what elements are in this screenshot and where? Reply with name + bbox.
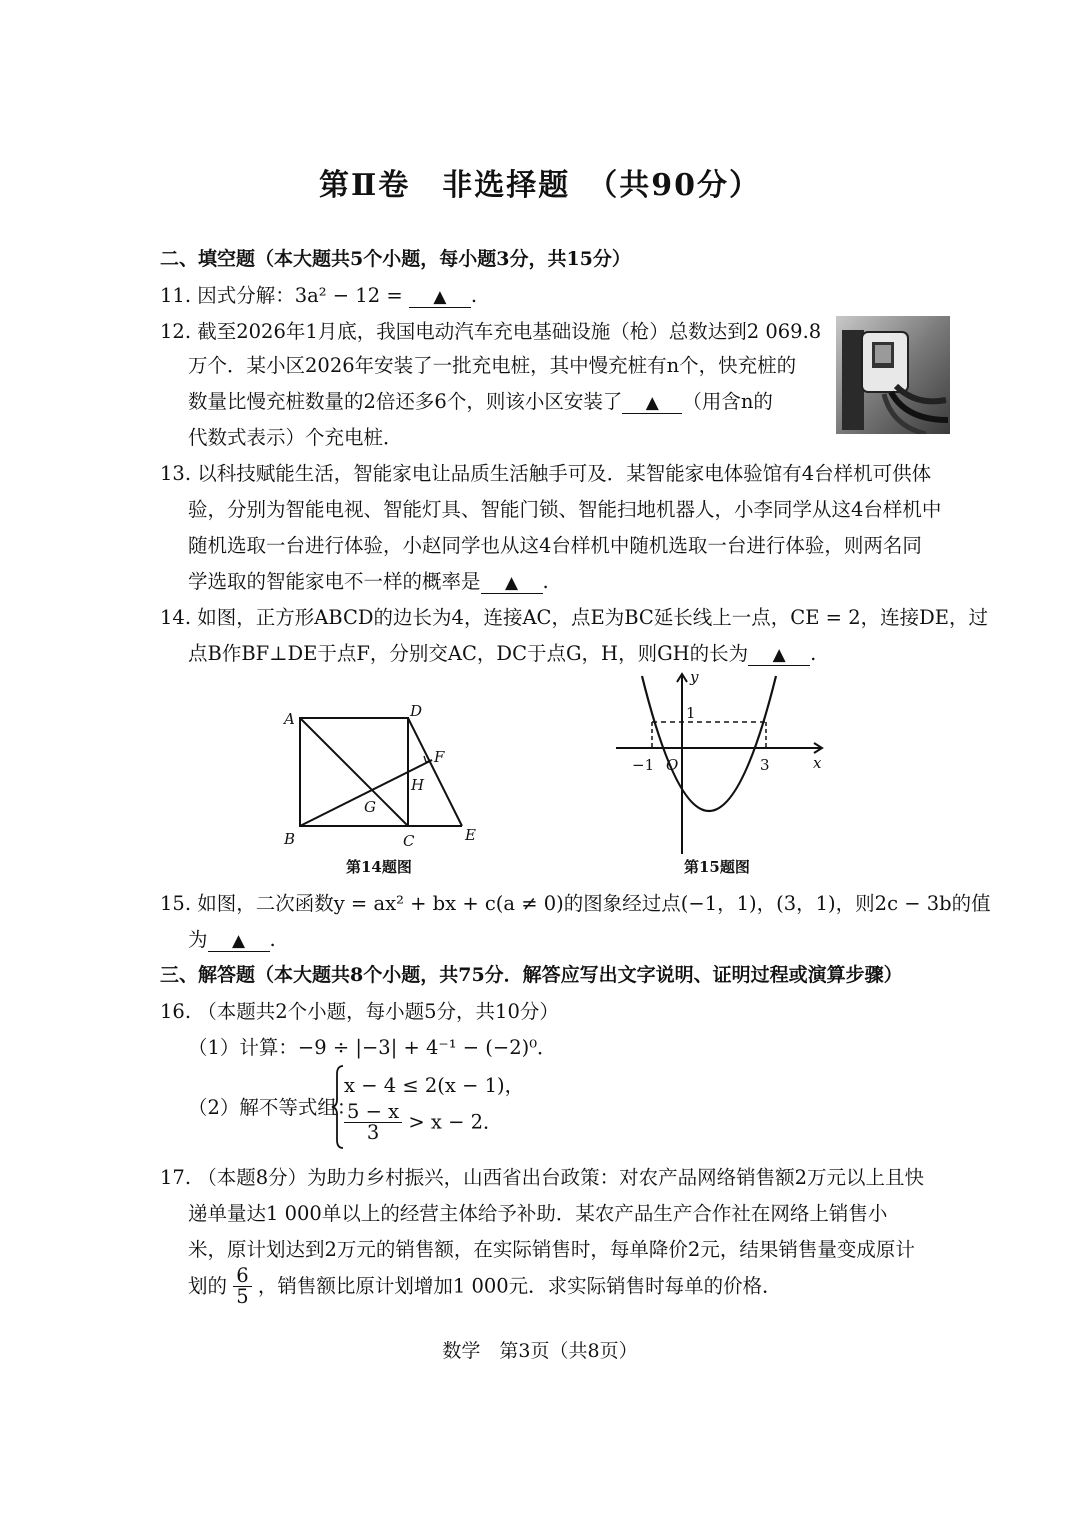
question-11: 11. 因式分解：3a² − 12 = ▲ . <box>160 284 478 307</box>
label-y: y <box>690 668 699 686</box>
question-text: 因式分解：3a² − 12 = <box>197 284 403 307</box>
figure-15-caption: 第15题图 <box>684 858 750 876</box>
triangle-icon: ▲ <box>433 287 447 307</box>
question-17-line-1 <box>160 1162 924 1190</box>
label-neg1: −1 <box>632 756 655 774</box>
answer-blank <box>748 643 810 666</box>
question-13-line-1 <box>160 458 931 486</box>
triangle-icon: ▲ <box>231 931 246 951</box>
page-footer: 数学 第3页（共8页） <box>442 1340 638 1362</box>
figure-14-caption: 第14题图 <box>346 858 412 876</box>
question-13-line-3: 随机选取一台进行体验，小赵同学也从这4台样机中随机选取一台进行体验，则两名同 <box>188 534 922 557</box>
label-h: H <box>411 776 425 794</box>
question-text: 如图，正方形ABCD的边长为4，连接AC，点E为BC延长线上一点，CE = 2，连接DE，过 <box>197 606 988 629</box>
question-number: 16. <box>160 1000 192 1023</box>
question-text: （本题8分）为助力乡村振兴，山西省出台政策：对农产品网络销售额2万元以上且快 <box>197 1166 925 1189</box>
question-text: 数量比慢充桩数量的2倍还多6个，则该小区安装了 <box>188 390 623 413</box>
question-12-line-1 <box>160 316 821 344</box>
question-13-line-2: 验，分别为智能电视、智能灯具、智能门锁、智能扫地机器人，小李同学从这4台样机中 <box>188 498 942 521</box>
answer-blank <box>481 571 543 594</box>
label-one: 1 <box>686 704 696 722</box>
fraction-denominator: 3 <box>366 1121 380 1145</box>
figure-15-parabola-graph <box>610 666 832 856</box>
left-brace-icon <box>331 1064 345 1150</box>
triangle-icon: ▲ <box>504 573 519 593</box>
question-number: 17. <box>160 1166 192 1189</box>
inequality-1: x − 4 ≤ 2(x − 1)， <box>344 1074 525 1097</box>
figure-14-square-diagram <box>276 700 486 860</box>
question-16-header <box>160 996 559 1024</box>
triangle-icon: ▲ <box>645 393 659 413</box>
label-b: B <box>284 830 296 848</box>
label-a: A <box>284 710 295 728</box>
question-14-line-2: 点B作BF⊥DE于点F，分别交AC，DC于点G，H，则GH的长为 ▲ . <box>188 642 817 665</box>
question-15-line-1 <box>160 888 991 916</box>
question-text: ，销售额比原计划增加1 000元．求实际销售时每单的价格． <box>257 1274 782 1298</box>
section-fill-in-header: 二、填空题（本大题共5个小题，每小题3分，共15分） <box>160 248 631 270</box>
inequality-2 <box>344 1102 503 1144</box>
fraction-numerator: 5 − x <box>344 1102 402 1123</box>
question-12-line-3 <box>188 386 773 414</box>
label-three: 3 <box>760 756 770 774</box>
label-c: C <box>403 832 415 850</box>
label-g: G <box>364 798 376 816</box>
question-text: 如图，二次函数y = ax² + bx + c(a ≠ 0)的图象经过点(−1，1)，(3，1)，则2c − 3b的值 <box>197 892 991 915</box>
question-text: 为 <box>188 928 208 951</box>
answer-blank <box>409 285 471 308</box>
fraction-denominator: 5 <box>236 1285 249 1309</box>
question-16-part-1: （1）计算：−9 ÷ |−3| + 4⁻¹ − (−2)⁰． <box>188 1036 557 1059</box>
answer-blank <box>622 391 682 414</box>
fraction-six-fifths <box>233 1266 251 1308</box>
question-number: 11. <box>160 284 192 307</box>
fraction <box>344 1102 402 1144</box>
question-text: （用含n的 <box>682 390 773 413</box>
question-number: 14. <box>160 606 192 629</box>
question-12-line-4: 代数式表示）个充电桩． <box>188 426 403 449</box>
question-text: 以科技赋能生活，智能家电让品质生活触手可及．某智能家电体验馆有4台样机可供体 <box>197 462 932 485</box>
label-x: x <box>813 754 822 772</box>
question-text: 学选取的智能家电不一样的概率是 <box>188 570 481 593</box>
segment-de <box>408 718 462 826</box>
section-solve-header: 三、解答题（本大题共8个小题，共75分．解答应写出文字说明、证明过程或演算步骤） <box>160 964 903 986</box>
charging-pile-photo <box>836 316 950 434</box>
question-17-line-3: 米，原计划达到2万元的销售额，在实际销售时，每单降价2元，结果销售量变成原计 <box>188 1238 915 1261</box>
diagonal-ac <box>300 718 408 826</box>
question-13-line-4: 学选取的智能家电不一样的概率是 ▲ . <box>188 570 549 593</box>
page-title: 第Ⅱ卷 非选择题 （共90分） <box>318 168 762 203</box>
parabola-curve <box>642 676 776 811</box>
fraction-numerator: 6 <box>233 1266 251 1287</box>
question-12-line-2: 万个．某小区2026年安装了一批充电桩，其中慢充桩有n个，快充桩的 <box>188 354 797 377</box>
question-text: 截至2026年1月底，我国电动汽车充电基础设施（枪）总数达到2 069.8 <box>197 320 822 343</box>
question-text: 划的 <box>188 1274 228 1298</box>
question-number: 13. <box>160 462 192 485</box>
inequality-2-rest: > x − 2． <box>408 1110 503 1134</box>
label-d: D <box>410 702 423 720</box>
question-17-line-4 <box>188 1266 782 1308</box>
question-text: 点B作BF⊥DE于点F，分别交AC，DC于点G，H，则GH的长为 <box>188 642 749 665</box>
question-text: （本题共2个小题，每小题5分，共10分） <box>197 1000 559 1023</box>
question-number: 12. <box>160 320 192 343</box>
label-f: F <box>434 748 445 766</box>
question-16-part-2-label: （2）解不等式组： <box>188 1096 357 1119</box>
answer-blank <box>208 929 270 952</box>
question-15-line-2: 为 ▲ . <box>188 928 276 951</box>
label-e: E <box>465 826 476 844</box>
question-17-line-2: 递单量达1 000单以上的经营主体给予补助．某农产品生产合作社在网络上销售小 <box>188 1202 888 1225</box>
label-origin: O <box>666 756 679 774</box>
triangle-icon: ▲ <box>772 645 786 665</box>
question-14-line-1 <box>160 602 988 630</box>
question-number: 15. <box>160 892 192 915</box>
